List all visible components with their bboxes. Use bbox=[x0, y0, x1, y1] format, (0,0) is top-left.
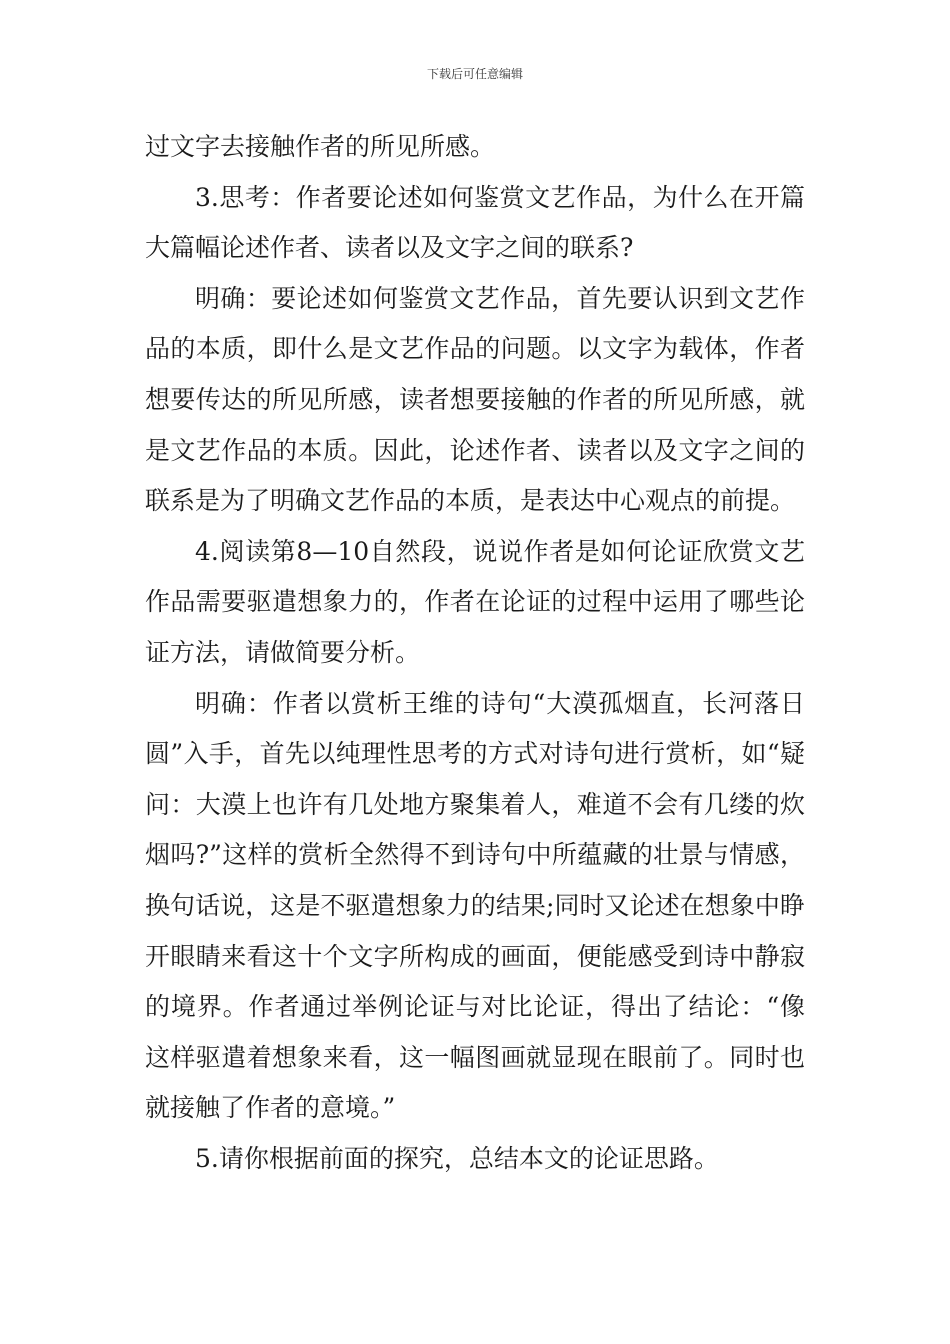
page-header: 下载后可任意编辑 bbox=[426, 67, 523, 81]
document-body bbox=[145, 122, 805, 1184]
answer-4: 明确：作者以赏析王维的诗句“大漠孤烟直，长河落日圆”入手，首先以纯理性思考的方式对诗句进行赏析，如“疑问：大漠上也许有几处地方聚集着人，难道不会有几缕的炊烟吗?”这样的赏析全然得不到诗句中所蕴藏的壮景与情感，换句话说，这是不驱遣想象力的结果;同时又论述在想象中睁开眼睛来看这十个文字所构成的画面，便能感受到诗中静寂的境界。作者通过举例论证与对比论证，得出了结论：“像这样驱遣着想象来看，这一幅图画就显现在眼前了。同时也就接触了作者的意境。” bbox=[145, 688, 805, 1123]
question-4: 4.阅读第8—10自然段，说说作者是如何论证欣赏文艺作品需要驱遣想象力的，作者在论证的过程中运用了哪些论证方法，请做简要分析。 bbox=[145, 536, 805, 667]
paragraph-continuation: 过文字去接触作者的所见所感。 bbox=[145, 132, 496, 161]
question-3: 3.思考：作者要论述如何鉴赏文艺作品，为什么在开篇大篇幅论述作者、读者以及文字之间的联系? bbox=[145, 182, 805, 263]
answer-3: 明确：要论述如何鉴赏文艺作品，首先要认识到文艺作品的本质，即什么是文艺作品的问题。以文字为载体，作者想要传达的所见所感，读者想要接触的作者的所见所感，就是文艺作品的本质。因此，论述作者、读者以及文字之间的联系是为了明确文艺作品的本质，是表达中心观点的前提。 bbox=[145, 283, 805, 516]
question-5: 5.请你根据前面的探究，总结本文的论证思路。 bbox=[195, 1143, 719, 1173]
